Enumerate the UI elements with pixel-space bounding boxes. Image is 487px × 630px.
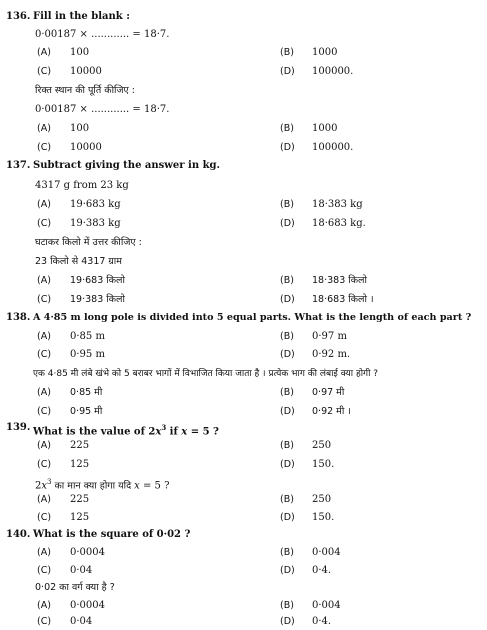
option-text: 18·683 kg. <box>312 218 366 229</box>
option-text: 1000 <box>312 123 338 134</box>
option-text: 250 <box>312 440 332 451</box>
option-letter: (A) <box>37 547 51 558</box>
option-text: 18·683 किलो । <box>312 294 374 305</box>
option-text: 100000. <box>312 142 354 153</box>
question-text-hindi: रिक्त स्थान की पूर्ति कीजिए : <box>35 85 136 96</box>
option-letter: (C) <box>37 294 52 305</box>
option-letter: (B) <box>280 600 294 611</box>
option-letter: (C) <box>37 406 52 417</box>
question-number: 139. <box>6 422 31 433</box>
option-text: 19·383 kg <box>70 218 121 229</box>
option-letter: (D) <box>280 406 295 417</box>
option-text: 0·004 <box>312 600 341 611</box>
option-text: 18·383 kg <box>312 199 363 210</box>
option-letter: (C) <box>37 565 52 576</box>
option-letter: (C) <box>37 218 52 229</box>
option-text: 125 <box>70 512 90 523</box>
option-letter: (B) <box>280 275 294 286</box>
option-text: 0·0004 <box>70 547 105 558</box>
option-text: 0·97 m <box>312 331 347 342</box>
option-letter: (B) <box>280 123 294 134</box>
option-letter: (D) <box>280 616 295 627</box>
option-letter: (D) <box>280 218 295 229</box>
option-letter: (D) <box>280 142 295 153</box>
question-expression-hindi: 23 किलो से 4317 ग्राम <box>35 256 122 267</box>
option-letter: (A) <box>37 47 51 58</box>
option-text: 19·383 किलो <box>70 294 125 305</box>
question-expression: 0·00187 × ............ = 18·7. <box>35 29 170 40</box>
question-number: 137. <box>6 160 31 171</box>
question-text: What is the value of $2x^3$ if x = 5 ? <box>33 423 219 438</box>
question-number: 138. <box>6 312 31 323</box>
option-text: 250 <box>312 494 332 505</box>
question-text: Fill in the blank : <box>33 11 130 22</box>
option-text: 0·85 m <box>70 331 105 342</box>
question-text-hindi: $2x^3$ का मान क्या होगा यदि x = 5 ? <box>35 478 170 492</box>
option-letter: (B) <box>280 440 294 451</box>
question-number: 136. <box>6 11 31 22</box>
option-text: 0·95 m <box>70 349 105 360</box>
option-text: 125 <box>70 459 90 470</box>
option-letter: (C) <box>37 349 52 360</box>
option-letter: (D) <box>280 66 295 77</box>
option-text: 0·95 मी <box>70 406 103 417</box>
option-letter: (C) <box>37 512 52 523</box>
question-text-hindi: 0·02 का वर्ग क्या है ? <box>35 582 115 593</box>
option-text: 150. <box>312 512 335 523</box>
option-letter: (C) <box>37 616 52 627</box>
option-letter: (B) <box>280 494 294 505</box>
option-text: 0·85 मी <box>70 387 103 398</box>
option-letter: (C) <box>37 459 52 470</box>
option-text: 100 <box>70 47 90 58</box>
question-text: Subtract giving the answer in kg. <box>33 160 220 171</box>
option-text: 100000. <box>312 66 354 77</box>
option-text: 19·683 kg <box>70 199 121 210</box>
option-text: 0·004 <box>312 547 341 558</box>
option-letter: (A) <box>37 123 51 134</box>
option-letter: (B) <box>280 547 294 558</box>
option-text: 100 <box>70 123 90 134</box>
option-text: 18·383 किलो <box>312 275 367 286</box>
option-letter: (B) <box>280 47 294 58</box>
option-text: 10000 <box>70 66 102 77</box>
option-text: 0·0004 <box>70 600 105 611</box>
option-letter: (D) <box>280 459 295 470</box>
question-text: A 4·85 m long pole is divided into 5 equal parts. What is the length of each part ? <box>33 312 472 323</box>
option-letter: (D) <box>280 294 295 305</box>
option-letter: (A) <box>37 331 51 342</box>
option-letter: (A) <box>37 275 51 286</box>
option-letter: (D) <box>280 565 295 576</box>
option-letter: (B) <box>280 331 294 342</box>
question-expression: 4317 g from 23 kg <box>35 180 129 191</box>
option-text: 225 <box>70 494 90 505</box>
option-text: 0·97 मी <box>312 387 345 398</box>
question-expression-hindi: 0·00187 × ............ = 18·7. <box>35 104 170 115</box>
question-text-hindi: एक 4·85 मी लंबे खंभे को 5 बराबर भागों में विभाजित किया जाता है । प्रत्येक भाग की लंबाई क्या होगी ? <box>33 369 379 379</box>
option-text: 19·683 किलो <box>70 275 125 286</box>
option-text: 0·4. <box>312 616 332 627</box>
option-text: 1000 <box>312 47 338 58</box>
option-text: 0·4. <box>312 565 332 576</box>
option-letter: (A) <box>37 199 51 210</box>
option-letter: (A) <box>37 387 51 398</box>
option-text: 10000 <box>70 142 102 153</box>
option-text: 0·04 <box>70 616 93 627</box>
option-letter: (A) <box>37 440 51 451</box>
option-letter: (D) <box>280 512 295 523</box>
option-text: 0·04 <box>70 565 93 576</box>
option-letter: (B) <box>280 199 294 210</box>
option-letter: (C) <box>37 142 52 153</box>
option-letter: (A) <box>37 494 51 505</box>
question-number: 140. <box>6 529 31 540</box>
option-letter: (D) <box>280 349 295 360</box>
option-text: 0·92 मी । <box>312 406 351 417</box>
option-text: 150. <box>312 459 335 470</box>
option-letter: (C) <box>37 66 52 77</box>
option-letter: (A) <box>37 600 51 611</box>
question-text: What is the square of 0·02 ? <box>33 529 191 540</box>
option-text: 0·92 m. <box>312 349 351 360</box>
option-letter: (B) <box>280 387 294 398</box>
option-text: 225 <box>70 440 90 451</box>
question-text-hindi: घटाकर किलो में उत्तर कीजिए : <box>35 237 142 248</box>
